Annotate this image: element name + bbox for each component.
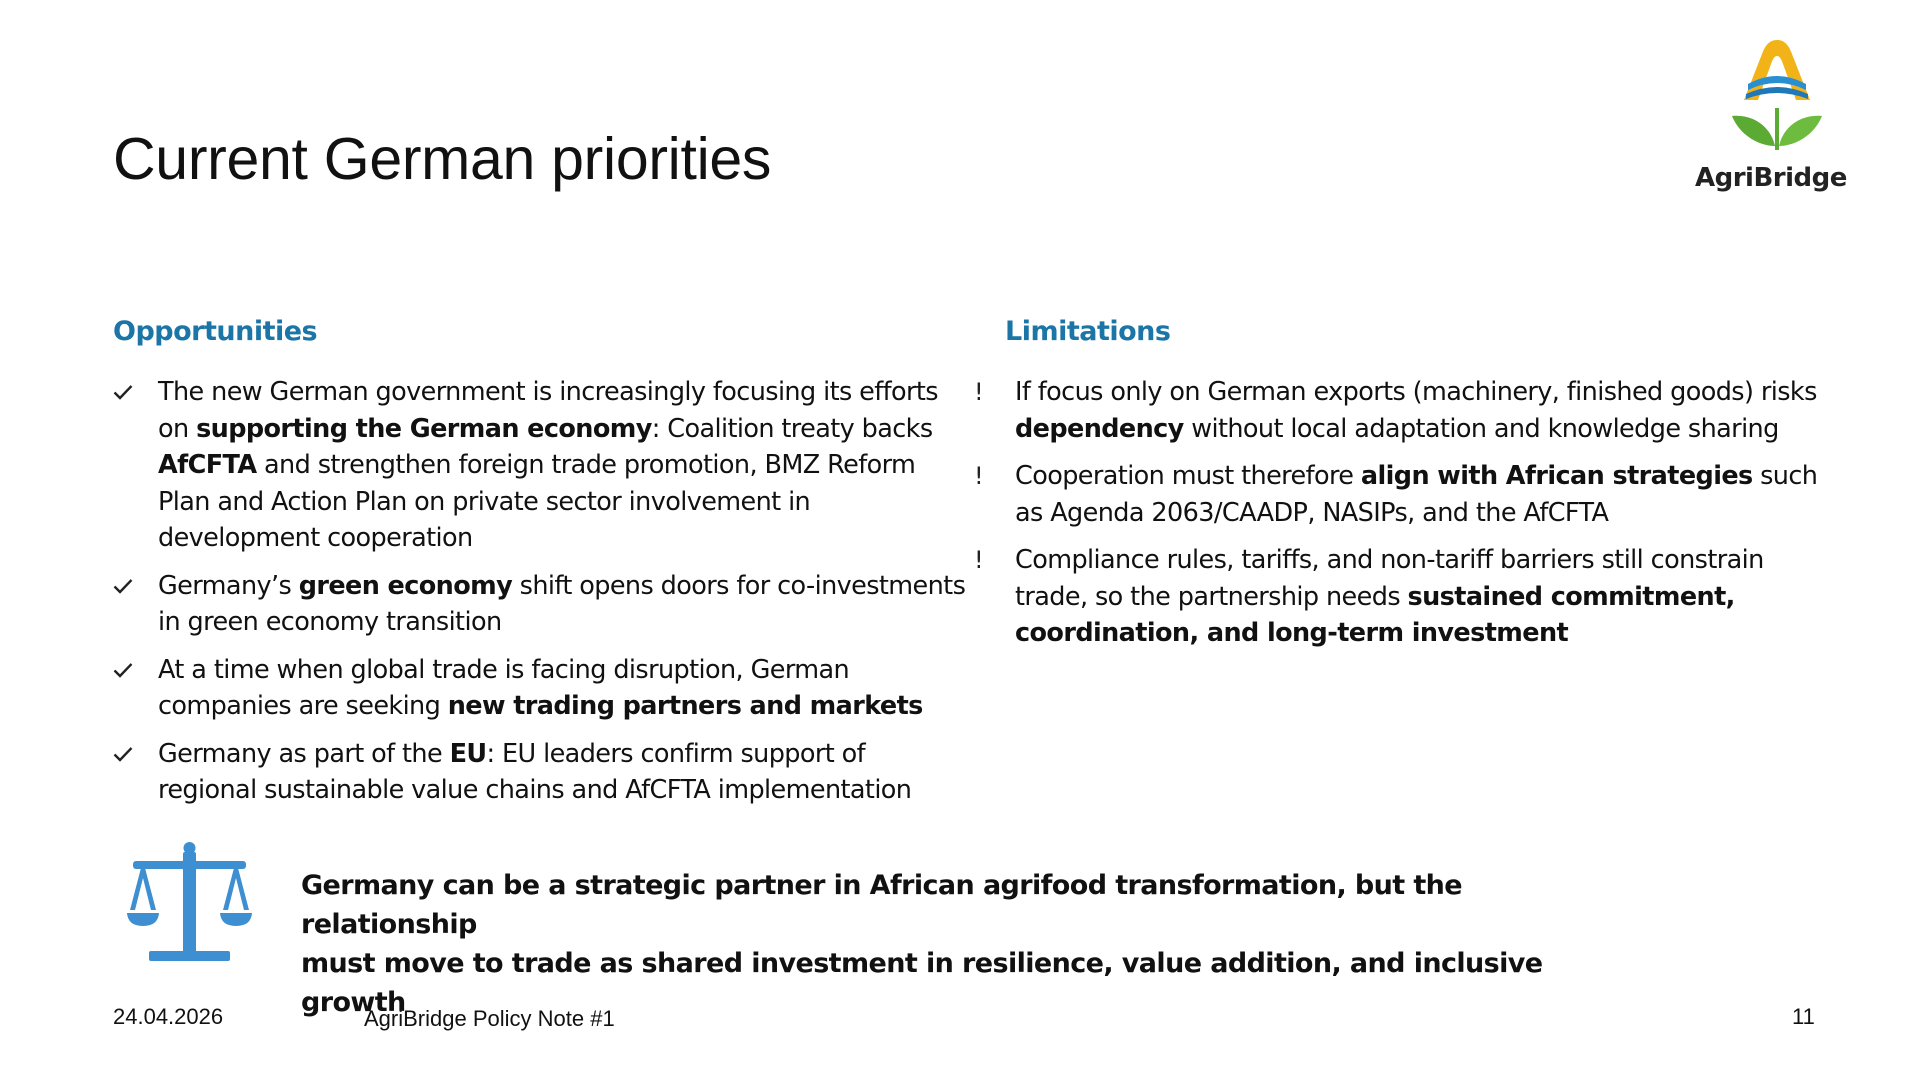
exclamation-glyph: !: [974, 545, 984, 574]
exclamation-icon: [970, 542, 1000, 578]
emphasis-text: green economy: [298, 570, 513, 601]
check-icon: [113, 374, 143, 410]
opportunities-list: [113, 374, 968, 809]
body-text: : Coalition treaty backs: [651, 413, 933, 444]
body-text: such as Agenda 2063/CAADP, NASIPs, and the AfCFTA: [1015, 461, 1818, 528]
list-item: [113, 568, 968, 641]
list-item: [113, 736, 968, 809]
list-item: [970, 542, 1820, 652]
list-item: [970, 458, 1820, 531]
body-text: Germany’s: [158, 570, 299, 601]
body-text: At a time when global trade is facing disruption, German companies are seeking: [158, 654, 850, 721]
list-item: [970, 374, 1820, 447]
emphasis-text: supporting the German economy: [196, 413, 652, 444]
emphasis-text: dependency: [1015, 413, 1184, 444]
logo-text: AgriBridge: [1695, 163, 1847, 193]
exclamation-icon: [970, 458, 1000, 494]
check-icon: [113, 652, 143, 688]
footer-note: AgriBridge Policy Note #1: [364, 1006, 615, 1031]
slide-title: Current German priorities: [113, 126, 772, 192]
check-icon: [113, 568, 143, 604]
conclusion-line-1: Germany can be a strategic partner in African agrifood transformation, but the relationship: [301, 870, 1463, 940]
exclamation-glyph: !: [974, 461, 984, 490]
emphasis-text: AfCFTA: [158, 450, 257, 480]
opportunities-heading: Opportunities: [113, 316, 318, 347]
list-item: [113, 374, 968, 557]
body-text: Compliance rules, tariffs, and non-tariff barriers still constrain trade, so the partnership needs: [1015, 545, 1764, 612]
conclusion-line-2: must move to trade as shared investment in resilience, value addition, and inclusive growth: [301, 948, 1543, 1018]
conclusion-statement: [301, 866, 1621, 1022]
limitations-column: [970, 316, 1820, 663]
emphasis-text: sustained commitment, coordination, and long-term investment: [1015, 581, 1735, 648]
emphasis-text: EU: [449, 738, 487, 769]
exclamation-glyph: !: [974, 377, 984, 406]
list-item: [113, 652, 968, 725]
body-text: If focus only on German exports (machinery, finished goods) risks: [1015, 377, 1817, 407]
balance-scale-icon: [127, 838, 252, 963]
body-text: The new German government is increasingly focusing its efforts on: [158, 377, 938, 444]
body-text: without local adaptation and knowledge sharing: [1183, 413, 1779, 444]
agribridge-logo-icon: [1722, 38, 1832, 156]
limitations-heading: Limitations: [1005, 316, 1171, 347]
body-text: Cooperation must therefore: [1015, 461, 1361, 491]
body-text: shift opens doors for co-investments in green economy transition: [158, 570, 966, 637]
body-text: Germany as part of the: [158, 738, 450, 769]
opportunities-column: [113, 316, 968, 820]
agribridge-logo: [1695, 38, 1845, 198]
check-icon: [113, 736, 143, 772]
emphasis-text: new trading partners and markets: [447, 691, 923, 721]
body-text: : EU leaders confirm support of regional sustainable value chains and AfCFTA implementation: [158, 738, 912, 805]
emphasis-text: align with African strategies: [1360, 461, 1753, 491]
page-number: 11: [1792, 1004, 1815, 1029]
exclamation-icon: [970, 374, 1000, 410]
limitations-list: [970, 374, 1820, 652]
body-text: and strengthen foreign trade promotion, BMZ Reform Plan and Action Plan on private sector involvement in development cooperation: [158, 450, 916, 553]
footer-date: 24.04.2026: [113, 1004, 224, 1029]
